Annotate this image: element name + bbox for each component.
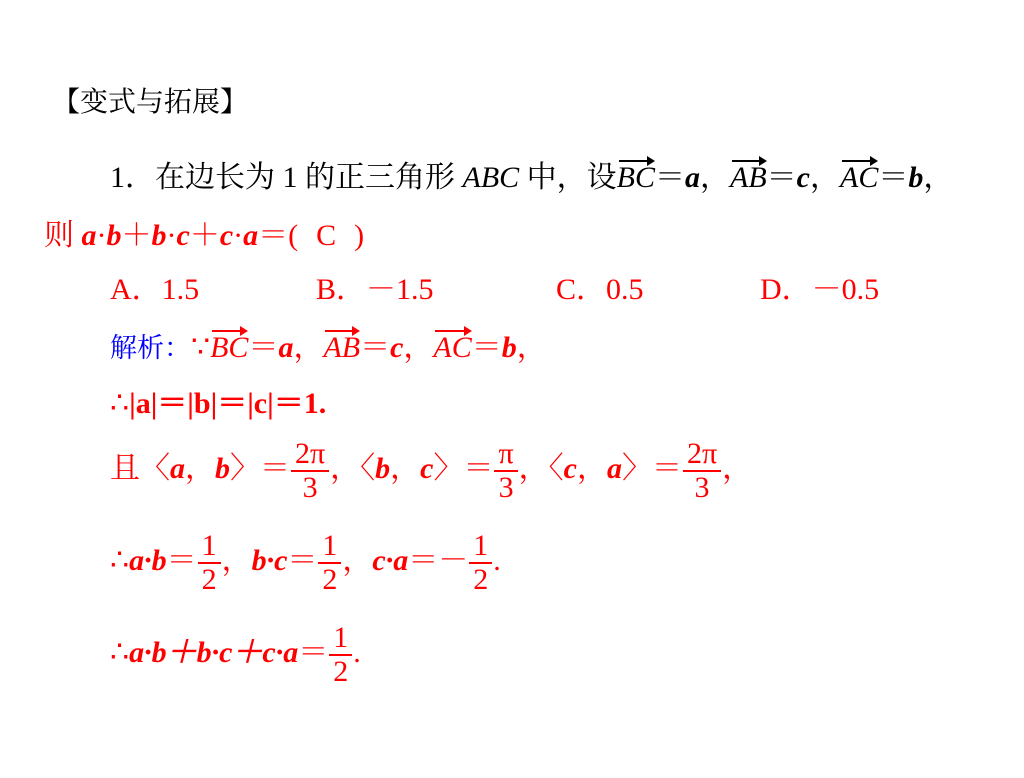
dot-product-ab: a·b bbox=[129, 543, 167, 577]
var-c: c bbox=[796, 161, 810, 194]
fraction-numerator: 1 bbox=[201, 529, 217, 562]
comma: ， bbox=[342, 543, 373, 577]
comma: ， bbox=[722, 451, 753, 485]
solution-line-5 bbox=[110, 622, 361, 688]
therefore-symbol: ∴ bbox=[110, 543, 130, 577]
var-c: c bbox=[176, 219, 190, 252]
period: . bbox=[353, 635, 361, 669]
dot-product-ca: c·a bbox=[372, 543, 409, 577]
var-b: b bbox=[501, 331, 517, 364]
vector-bc: BC bbox=[210, 331, 249, 364]
equals-minus: ＝－ bbox=[408, 543, 469, 577]
var-c: c bbox=[563, 451, 577, 485]
var-c: c bbox=[420, 451, 434, 485]
comma: ， bbox=[185, 451, 215, 485]
dot-operator: · bbox=[96, 219, 107, 252]
angle-open: 且〈 bbox=[110, 451, 170, 485]
comma-angle-open: ，〈 bbox=[518, 451, 564, 485]
section-heading bbox=[52, 84, 248, 120]
var-a: a bbox=[243, 219, 259, 252]
vector-ab: AB bbox=[323, 331, 361, 364]
question-mid: 中，设 bbox=[519, 161, 617, 194]
vector-bc: BC bbox=[616, 161, 656, 194]
var-b: b bbox=[106, 219, 122, 252]
question-line-2 bbox=[44, 218, 364, 254]
fraction-pi-3 bbox=[494, 438, 517, 504]
comma: ， bbox=[923, 161, 954, 194]
var-a: a bbox=[685, 161, 701, 194]
fraction-numerator: 2π bbox=[686, 437, 718, 470]
period: . bbox=[493, 543, 501, 577]
option-d: D．－0.5 bbox=[760, 273, 880, 306]
fraction-2pi-3 bbox=[683, 438, 721, 504]
fraction-numerator: 1 bbox=[333, 621, 349, 654]
therefore-symbol: ∴ bbox=[110, 635, 130, 669]
dot-operator: · bbox=[233, 219, 244, 252]
options-row bbox=[110, 272, 910, 308]
plus-sign: ＋ bbox=[189, 219, 220, 252]
vector-ac: AC bbox=[840, 161, 879, 194]
comma: ， bbox=[293, 331, 324, 364]
fraction-denominator: 3 bbox=[291, 470, 329, 504]
fraction-denominator: 2 bbox=[318, 562, 341, 596]
fraction-denominator: 2 bbox=[469, 562, 492, 596]
solution-line-1 bbox=[110, 330, 547, 367]
var-b: b bbox=[151, 219, 167, 252]
equals-sign: ＝ bbox=[766, 161, 797, 194]
fraction-denominator: 2 bbox=[198, 562, 221, 596]
triangle-name: ABC bbox=[462, 161, 520, 194]
question-line-1 bbox=[110, 160, 953, 196]
fraction-1-2 bbox=[329, 622, 352, 688]
var-b: b bbox=[908, 161, 924, 194]
fraction-numerator: π bbox=[498, 437, 514, 470]
comma: ， bbox=[516, 331, 547, 364]
angle-close-equals: 〉＝ bbox=[621, 451, 682, 485]
solution-line-2 bbox=[110, 386, 326, 422]
fraction-numerator: 2π bbox=[295, 437, 326, 470]
comma: ， bbox=[576, 451, 607, 485]
angle-close-equals: 〉＝ bbox=[230, 451, 290, 485]
equals-sign: ＝ bbox=[248, 331, 279, 364]
fraction-numerator: 1 bbox=[322, 529, 338, 562]
therefore-symbol: ∴ bbox=[110, 387, 130, 420]
comma-angle-open: ，〈 bbox=[330, 451, 376, 485]
fraction-1-2 bbox=[318, 530, 341, 596]
fraction-numerator: 1 bbox=[473, 529, 489, 562]
equals-sign: ＝ bbox=[471, 331, 502, 364]
solution-title: 解析： bbox=[110, 333, 191, 364]
equals-sign: ＝ bbox=[878, 161, 909, 194]
equals-sign: ＝ bbox=[360, 331, 391, 364]
because-symbol: ∵ bbox=[191, 331, 211, 364]
equals-open-paren: ＝( bbox=[258, 219, 299, 252]
dot-product-sum: a·b＋b·c＋c·a bbox=[129, 635, 299, 669]
comma: ， bbox=[221, 543, 252, 577]
comma: ， bbox=[810, 161, 840, 194]
var-c: c bbox=[219, 219, 234, 252]
var-c: c bbox=[390, 331, 404, 364]
fraction-1-2 bbox=[198, 530, 221, 596]
vector-ac: AC bbox=[433, 331, 472, 364]
var-a: a bbox=[81, 219, 97, 252]
fraction-2pi-3 bbox=[291, 438, 329, 504]
var-b: b bbox=[215, 451, 230, 485]
equals-sign: ＝ bbox=[655, 161, 686, 194]
var-b: b bbox=[375, 451, 391, 485]
answer-choice: C bbox=[316, 219, 337, 252]
close-paren: ) bbox=[354, 219, 365, 252]
fraction-1-2 bbox=[469, 530, 492, 596]
fraction-denominator: 3 bbox=[683, 470, 721, 504]
option-b: B．－1.5 bbox=[316, 273, 434, 306]
angle-close-equals: 〉＝ bbox=[433, 451, 494, 485]
option-a: A．1.5 bbox=[110, 273, 200, 306]
plus-sign: ＋ bbox=[121, 219, 152, 252]
var-a: a bbox=[278, 331, 294, 364]
heading-text: 【变式与拓展】 bbox=[52, 85, 249, 118]
solution-line-4 bbox=[110, 530, 501, 596]
var-a: a bbox=[606, 451, 622, 485]
magnitude-statement: |a|＝|b|＝|c|＝1. bbox=[129, 387, 327, 420]
question-prefix: 1．在边长为 1 的正三角形 bbox=[110, 161, 463, 194]
equals-sign: ＝ bbox=[287, 543, 318, 577]
equals-sign: ＝ bbox=[298, 635, 329, 669]
fraction-denominator: 3 bbox=[494, 470, 517, 504]
question-line2-prefix: 则 bbox=[44, 219, 82, 252]
fraction-denominator: 2 bbox=[329, 654, 352, 688]
comma: ， bbox=[700, 161, 731, 194]
solution-line-3 bbox=[110, 438, 752, 504]
comma: ， bbox=[390, 451, 421, 485]
var-a: a bbox=[170, 451, 185, 485]
dot-product-bc: b·c bbox=[251, 543, 288, 577]
equals-sign: ＝ bbox=[166, 543, 197, 577]
dot-operator: · bbox=[166, 219, 177, 252]
option-c: C．0.5 bbox=[556, 273, 644, 306]
vector-ab: AB bbox=[730, 161, 767, 194]
comma: ， bbox=[403, 331, 434, 364]
